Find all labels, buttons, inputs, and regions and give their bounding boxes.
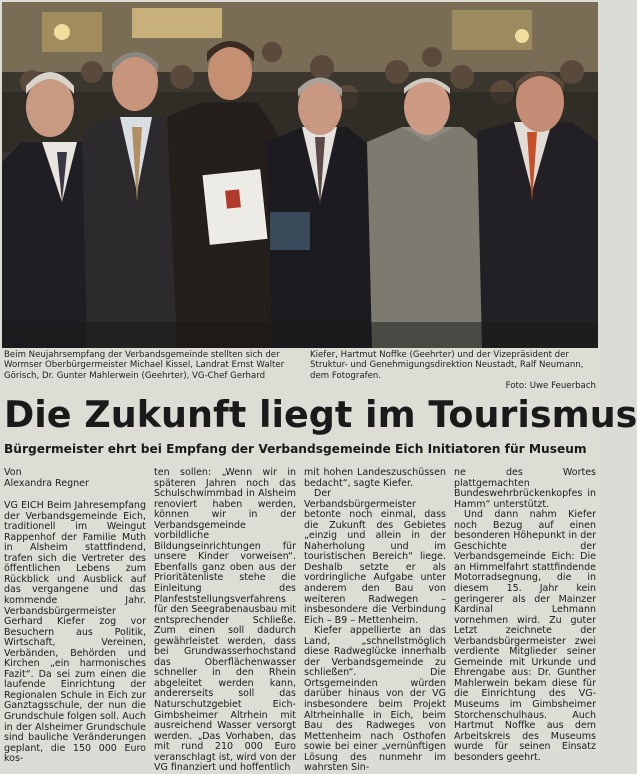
column-3-text-a: mit hohen Landeszuschüssen bedacht“, sagte Kiefer. [304,467,446,489]
group-photo [2,2,598,348]
column-4-text-a: ne des Wortes plattgemachten Bundeswehrbrückenkopfes in Hamm“ unterstützt. [454,467,596,510]
caption-left: Beim Neujahrsempfang der Verbandsgemeinde stellten sich der Wormser Oberbürgermeister Michael Kissel, Landrat Ernst Walter Görisch, Dr. Gunter Mahlerwein (Geehrter), VG-Chef Gerhard [4,350,285,381]
column-3-text-b: Der Verbandsbürgermeister betonte noch einmal, dass die Zukunft des Gebietes „einzig und allein in der Naherholung und im touristischen Bereich“ liege. Deshalb setzte er als vordringliche Aufgabe unter anderem den Bau von weiteren Radwegen – insbesondere die Verbindung Eich – B9 – Mettenheim. [304,488,446,626]
byline-author: Alexandra Regner [4,477,89,489]
column-2-text: ten sollen: „Wenn wir in späteren Jahren noch das Schulschwimmbad in Alsheim renoviert haben werden, können wir in der Verbandsgemeinde vorbildliche Bildungseinrichtungen für unsere Kinder vorweisen“. Ebenfalls ganz oben aus der Prioritätenliste stehe die Einleitung des Planfeststellungsverfahrens für den Seegrabenausbau mit entsprechender Schließe. Zum einen soll dadurch gewährleistet werden, dass bei Grundwasserhochstand das Oberflächenwasser schneller in den Rhein abgeleitet werden kann, andererseits soll das Naturschutzgebiet Eich-Gimbsheimer Altrhein mit ausreichend Wasser versorgt werden. „Das Vorhaben, das mit rund 210 000 Euro veranschlagt ist, wird von der VG finanziert und hoffentlich [154,467,296,774]
byline-prefix: Von [4,467,22,478]
group-photo-illustration [2,2,598,348]
caption-right [310,350,596,392]
article-column-4 [454,467,596,763]
subheadline: Bürgermeister ehrt bei Empfang der Verbandsgemeinde Eich Initiatoren für Museum [4,442,587,456]
column-4-text-b: Und dann nahm Kiefer noch Bezug auf einen besonderen Höhepunkt in der Geschichte der Verbandsgemeinde Eich: Die an Himmelfahrt stattfindende Motorradsegnung, die in diesem 15. Jahr kein geringerer als der Mainzer Kardinal Lehmann vornehmen wird. Zu guter Letzt zeichnete der Verbandsbürgermeister zwei verdiente Mitglieder seiner Gemeinde mit Urkunde und Ehrengabe aus: Dr. Gunther Mahlerwein bekam diese für die Einrichtung des VG-Museums im Gimbsheimer Storchenschulhaus. Auch Hartmut Noffke aus dem Arbeitskreis des Museums wurde für seinen Einsatz besonders geehrt. [454,509,596,763]
headline: Die Zukunft liegt im Tourismus [4,393,637,436]
caption-right-text: Kiefer, Hartmut Noffke (Geehrter) und der Vizepräsident der Struktur- und Genehmigungsdirektion Neustadt, Ralf Neumann, dem Fotografen. [310,350,584,381]
article-column-2 [154,467,296,774]
photo-credit: Foto: Uwe Feuerbach [505,381,596,392]
article-column-3 [304,467,446,774]
column-3-text-c: Kiefer appellierte an das Land, „schnellstmöglich diese Radweglücke innerhalb der Verbandsgemeinde zu schließen“. Die Ortsgemeinden würden darüber hinaus von der VG insbesondere beim Projekt Altrheinhalle in Eich, beim Bau des Radweges von Mettenheim nach Osthofen sowie bei einer „vernünftigen Lösung des nunmehr im wahrsten Sin- [304,625,446,774]
article-column-1 [4,467,146,765]
column-1-text: VG EICH Beim Jahresempfang der Verbandsgemeinde Eich, traditionell im Weingut Rappenhof der Familie Muth in Alsheim stattfindend, trafen sich die Vertreter des öffentlichen Lebens zum Rückblick und Ausblick auf das vergangene und das kommende Jahr. Verbandsbürgermeister Gerhard Kiefer zog vor Besuchern aus Politik, Wirtschaft, Vereinen, Verbänden, Behörden und Kirchen „ein harmonisches Fazit“. Da sei zum einen die laufende Einrichtung der Regionalen Schule in Eich zur Ganztagsschule, der nun die Grundschule folgen soll. Auch in der Alsheimer Grundschule sind bauliche Veränderungen geplant, die 150 000 Euro kos- [4,500,146,765]
photo-caption [4,350,596,392]
byline [4,468,146,489]
